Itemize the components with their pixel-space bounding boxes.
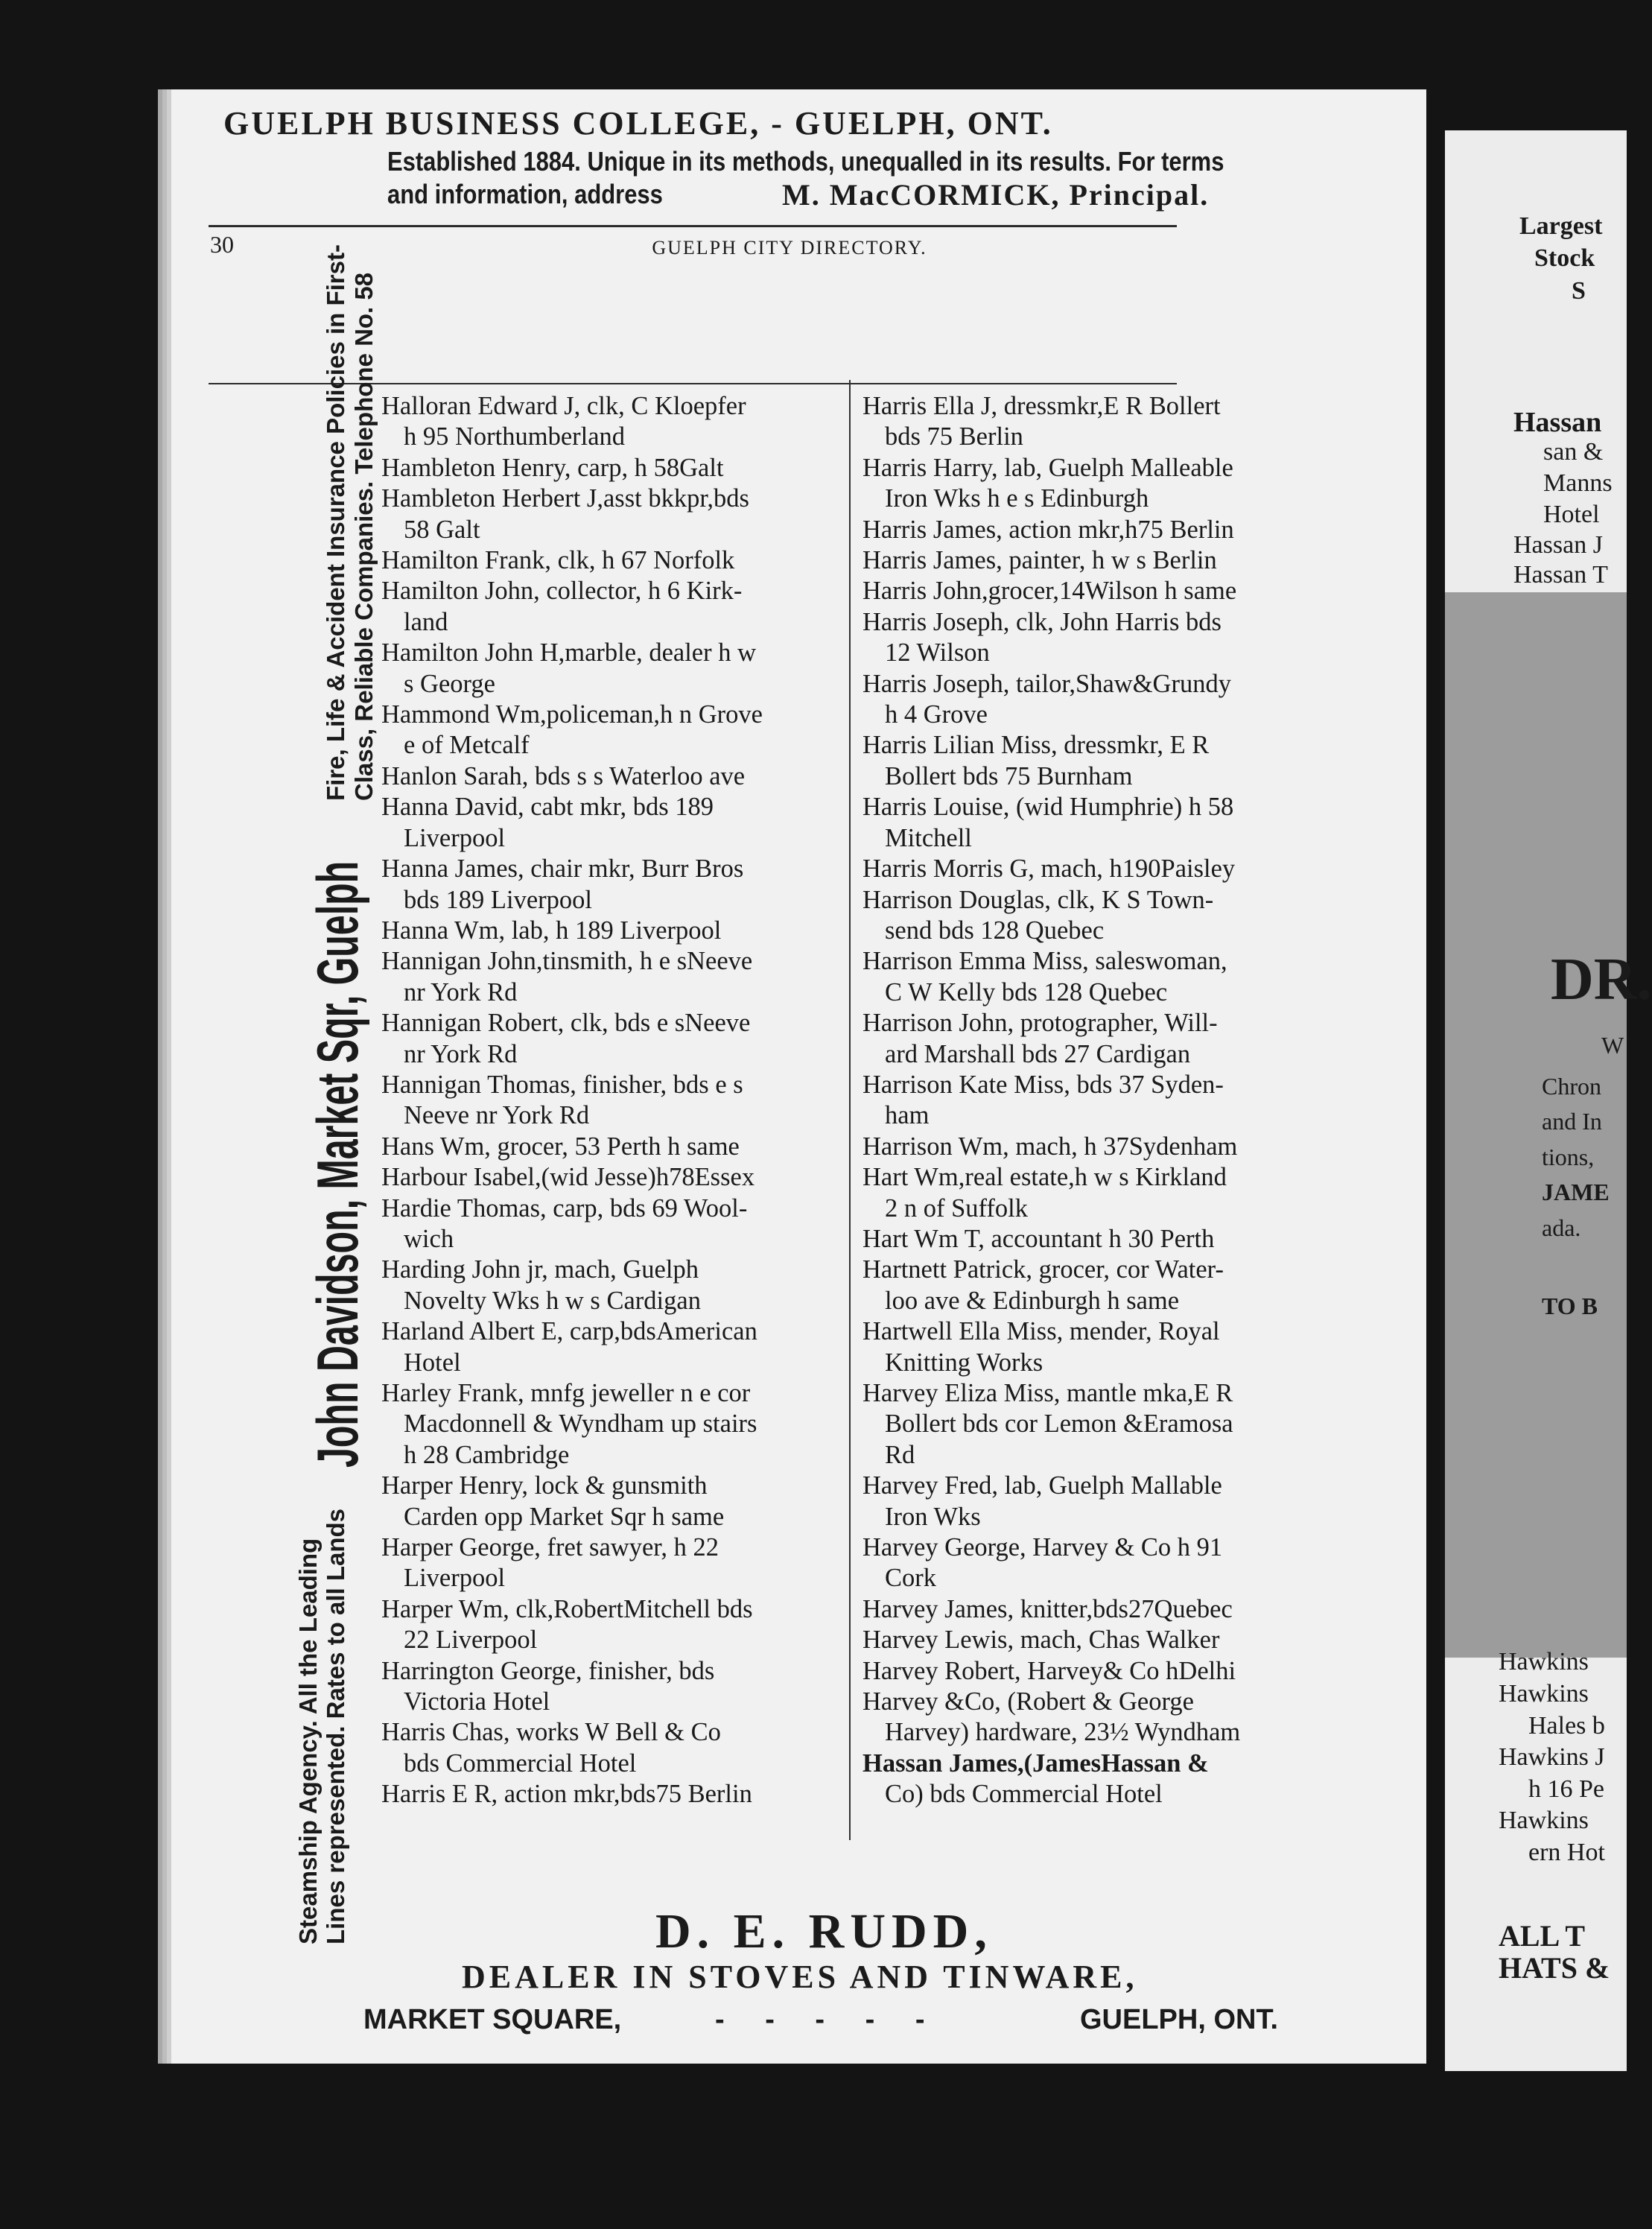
directory-entry [381, 545, 843, 576]
entry-continuation-line: loo ave & Edinburgh h same [885, 1286, 1180, 1315]
entry-name-line: Hanna David, cabt mkr, bds 189 [381, 793, 714, 822]
entry-continuation-line: s George [404, 669, 495, 698]
directory-entry [381, 1316, 843, 1378]
gray-ad-line: ada. [1542, 1214, 1581, 1241]
directory-entry [381, 916, 843, 946]
entry-name-line: Harper Henry, lock & gunsmith [381, 1471, 708, 1500]
entry-name-line: Hassan James,(JamesHassan & [862, 1748, 1209, 1778]
entry-continuation-line: Co) bds Commercial Hotel [885, 1780, 1163, 1809]
directory-entry [862, 1008, 1339, 1070]
directory-entry [862, 1316, 1339, 1378]
directory-entry [381, 1070, 843, 1132]
entry-name-line: Harris Louise, (wid Humphrie) h 58 [862, 793, 1234, 822]
directory-entry [862, 1594, 1339, 1625]
margin-ad-line2: Lines represented. Rates to all Lands [322, 1508, 349, 1944]
entry-continuation-line: Rd [885, 1440, 915, 1469]
directory-entry [862, 854, 1339, 884]
entry-name-line: Harrison Kate Miss, bds 37 Syden- [862, 1070, 1224, 1099]
entry-name-line: Harrison Wm, mach, h 37Sydenham [862, 1132, 1238, 1161]
directory-entry [381, 576, 843, 638]
entry-name-line: Hanna Wm, lab, h 189 Liverpool [381, 916, 722, 945]
directory-entry [862, 730, 1339, 792]
right-page-bottom-line: HATS & [1499, 1951, 1610, 1985]
entry-name-line: Hanlon Sarah, bds s s Waterloo ave [381, 761, 746, 790]
directory-entry [381, 946, 843, 1008]
directory-column-left [381, 391, 843, 1810]
entry-name-line: Harper Wm, clk,RobertMitchell bds [381, 1594, 753, 1623]
header-ad-line2: and information, address [387, 179, 663, 209]
entry-continuation-line: h 95 Northumberland [404, 422, 626, 451]
entry-name-line: Harvey Robert, Harvey& Co hDelhi [862, 1656, 1236, 1685]
directory-entry [862, 1224, 1339, 1255]
entry-continuation-line: bds 75 Berlin [885, 422, 1023, 451]
entry-name-line: Hamilton John H,marble, dealer h w [381, 638, 756, 668]
entry-name-line: Hans Wm, grocer, 53 Perth h same [381, 1132, 740, 1161]
entry-name-line: Harris John,grocer,14Wilson h same [862, 577, 1237, 606]
entry-name-line: Harvey James, knitter,bds27Quebec [862, 1594, 1233, 1623]
entry-name-line: Harrington George, finisher, bds [381, 1656, 715, 1685]
entry-name-line: Harley Frank, mnfg jeweller n e cor [381, 1379, 751, 1407]
directory-column-right [862, 391, 1339, 1810]
right-page-entry: ern Hot [1528, 1839, 1605, 1866]
entry-continuation-line: e of Metcalf [404, 731, 530, 760]
right-page-entry: h 16 Pe [1528, 1775, 1604, 1803]
entry-name-line: Hannigan Robert, clk, bds e sNeeve [381, 1009, 751, 1038]
entry-continuation-line: bds 189 Liverpool [404, 885, 592, 914]
entry-continuation-line: Knitting Works [885, 1348, 1043, 1377]
directory-entry [381, 1532, 843, 1594]
entry-continuation-line: Novelty Wks h w s Cardigan [404, 1286, 701, 1315]
entry-continuation-line: Bollert bds cor Lemon &Eramosa [885, 1410, 1233, 1439]
footer-ad-left: MARKET SQUARE, [363, 2004, 622, 2035]
directory-entry [862, 607, 1339, 669]
entry-continuation-line: land [404, 607, 448, 636]
footer-ad-dashes: - - - - - [715, 2004, 925, 2035]
directory-entry [381, 1132, 843, 1162]
entry-continuation-line: 2 n of Suffolk [885, 1193, 1028, 1223]
entry-name-line: Harrison John, protographer, Will- [862, 1009, 1218, 1038]
entry-name-line: Hamilton John, collector, h 6 Kirk- [381, 577, 743, 606]
entry-name-line: Harvey George, Harvey & Co h 91 [862, 1533, 1223, 1562]
directory-entry [862, 391, 1339, 453]
directory-entry [862, 1471, 1339, 1532]
entry-name-line: Harland Albert E, carp,bdsAmerican [381, 1317, 757, 1346]
gray-ad-line: W [1601, 1032, 1624, 1059]
entry-name-line: Harris James, painter, h w s Berlin [862, 546, 1217, 575]
entry-continuation-line: h 28 Cambridge [404, 1440, 570, 1469]
entry-continuation-line: Victoria Hotel [404, 1687, 550, 1716]
entry-name-line: Hart Wm,real estate,h w s Kirkland [862, 1163, 1227, 1192]
gray-ad-line: tions, [1542, 1144, 1595, 1170]
right-page-entry: Hawkins J [1499, 1743, 1605, 1771]
directory-entry [381, 483, 843, 545]
gray-ad-line: Chron [1542, 1073, 1601, 1100]
entry-continuation-line: ham [885, 1101, 930, 1130]
directory-entry [381, 1471, 843, 1532]
entry-name-line: Hanna James, chair mkr, Burr Bros [381, 854, 744, 884]
entry-name-line: Hartwell Ella Miss, mender, Royal [862, 1317, 1220, 1346]
header-ad-principal: M. MacCORMICK, Principal. [782, 178, 1210, 212]
entry-continuation-line: nr York Rd [404, 1039, 518, 1068]
directory-entry [381, 700, 843, 761]
right-page-entry: Hassan T [1513, 561, 1608, 589]
entry-continuation-line: send bds 128 Quebec [885, 916, 1105, 945]
right-page-entry: Hawkins [1499, 1648, 1589, 1675]
directory-entry [862, 1162, 1339, 1224]
entry-continuation-line: ard Marshall bds 27 Cardigan [885, 1039, 1191, 1068]
margin-ad-big: John Davidson, Market Sqr, Guelph [305, 860, 370, 1468]
entry-continuation-line: Bollert bds 75 Burnham [885, 761, 1133, 790]
gray-ad-line: JAME [1542, 1179, 1610, 1205]
directory-entry [381, 1162, 843, 1193]
header-rule-top [209, 225, 1177, 227]
entry-name-line: Hannigan Thomas, finisher, bds e s [381, 1070, 743, 1099]
entry-name-line: Harvey Eliza Miss, mantle mka,E R [862, 1379, 1233, 1407]
entry-name-line: Hannigan John,tinsmith, h e sNeeve [381, 947, 753, 976]
page-number: 30 [210, 231, 234, 258]
directory-entry [862, 1532, 1339, 1594]
right-page-top-line: Stock [1534, 244, 1595, 272]
directory-entry [381, 1193, 843, 1255]
directory-entry [381, 1779, 843, 1810]
entry-name-line: Harbour Isabel,(wid Jesse)h78Essex [381, 1163, 755, 1192]
entry-name-line: Harrison Emma Miss, saleswoman, [862, 947, 1227, 976]
right-page-top-line: Largest [1519, 212, 1603, 240]
entry-name-line: Halloran Edward J, clk, C Kloepfer [381, 392, 746, 420]
directory-entry [862, 1378, 1339, 1471]
entry-continuation-line: h 4 Grove [885, 700, 988, 729]
entry-name-line: Harrison Douglas, clk, K S Town- [862, 885, 1214, 914]
directory-entry [862, 1070, 1339, 1132]
directory-entry [381, 1008, 843, 1070]
margin-ad-line1: Steamship Agency. All the Leading [294, 1538, 322, 1944]
right-page-entry: Hales b [1528, 1712, 1605, 1740]
entry-name-line: Hardie Thomas, carp, bds 69 Wool- [381, 1193, 748, 1223]
entry-continuation-line: 58 Galt [404, 515, 480, 544]
right-page-entry: Hotel [1543, 501, 1600, 528]
entry-continuation-line: Iron Wks h e s Edinburgh [885, 484, 1149, 513]
entry-name-line: Hammond Wm,policeman,h n Grove [381, 700, 763, 729]
directory-entry [381, 1717, 843, 1779]
entry-continuation-line: bds Commercial Hotel [404, 1748, 637, 1778]
entry-continuation-line: 12 Wilson [885, 638, 990, 668]
directory-entry [862, 885, 1339, 947]
directory-entry [381, 638, 843, 700]
directory-entry [381, 854, 843, 916]
directory-entry [862, 1748, 1339, 1810]
directory-entry [381, 453, 843, 483]
gray-ad-line: DR. [1551, 947, 1652, 1012]
entry-continuation-line: Mitchell [885, 823, 972, 852]
entry-name-line: Harvey Lewis, mach, Chas Walker [862, 1626, 1220, 1655]
entry-continuation-line: Macdonnell & Wyndham up stairs [404, 1410, 757, 1439]
footer-ad-line1: DEALER IN STOVES AND TINWARE, [462, 1959, 1138, 1995]
entry-continuation-line: 22 Liverpool [404, 1626, 538, 1655]
directory-entry [862, 453, 1339, 515]
entry-name-line: Harris Morris G, mach, h190Paisley [862, 854, 1236, 884]
entry-continuation-line: Harvey) hardware, 23½ Wyndham [885, 1718, 1241, 1747]
right-page-entry: Manns [1543, 469, 1613, 497]
entry-continuation-line: Cork [885, 1564, 936, 1593]
right-page-top-line: S [1572, 277, 1586, 305]
directory-entry [862, 1255, 1339, 1316]
entry-continuation-line: Hotel [404, 1348, 461, 1377]
entry-name-line: Harris Joseph, tailor,Shaw&Grundy [862, 669, 1231, 698]
footer-ad-name: D. E. RUDD, [655, 1904, 993, 1959]
directory-entry [862, 515, 1339, 545]
entry-name-line: Hamilton Frank, clk, h 67 Norfolk [381, 546, 735, 575]
directory-entry [381, 761, 843, 792]
entry-continuation-line: nr York Rd [404, 977, 518, 1006]
entry-name-line: Harvey Fred, lab, Guelph Mallable [862, 1471, 1222, 1500]
directory-entry [381, 391, 843, 453]
directory-entry [381, 792, 843, 854]
gray-ad-line: and In [1542, 1108, 1602, 1135]
entry-name-line: Harper George, fret sawyer, h 22 [381, 1533, 719, 1562]
entry-continuation-line: Carden opp Market Sqr h same [404, 1502, 725, 1531]
entry-name-line: Harding John jr, mach, Guelph [381, 1255, 699, 1284]
entry-continuation-line: C W Kelly bds 128 Quebec [885, 977, 1168, 1006]
entry-name-line: Harris Chas, works W Bell & Co [381, 1718, 721, 1747]
right-page-entry: Hassan [1513, 407, 1602, 438]
entry-continuation-line: Liverpool [404, 1564, 506, 1593]
right-page-bottom-line: ALL T [1499, 1919, 1585, 1953]
directory-entry [862, 669, 1339, 731]
right-page-entry: Hawkins [1499, 1680, 1589, 1708]
directory-entry [862, 946, 1339, 1008]
entry-continuation-line: Neeve nr York Rd [404, 1101, 590, 1130]
right-page-entry: Hassan J [1513, 531, 1603, 559]
directory-entry [381, 1378, 843, 1471]
column-separator [849, 380, 851, 1840]
entry-name-line: Hart Wm T, accountant h 30 Perth [862, 1224, 1215, 1253]
right-page-entry: Hawkins [1499, 1807, 1589, 1834]
footer-ad-right: GUELPH, ONT. [1080, 2004, 1279, 2035]
entry-continuation-line: Liverpool [404, 823, 506, 852]
entry-continuation-line: wich [404, 1224, 454, 1253]
entry-name-line: Harris E R, action mkr,bds75 Berlin [381, 1780, 752, 1809]
directory-entry [381, 1255, 843, 1316]
margin-ad-line4: Class, Reliable Companies. Telephone No. 58 [350, 272, 378, 801]
entry-name-line: Harris Joseph, clk, John Harris bds [862, 607, 1221, 636]
gray-ad-line: TO B [1542, 1293, 1598, 1319]
directory-entry [381, 1656, 843, 1718]
entry-name-line: Harris Lilian Miss, dressmkr, E R [862, 731, 1210, 760]
directory-entry [862, 1687, 1339, 1748]
directory-entry [862, 576, 1339, 606]
entry-name-line: Harris Harry, lab, Guelph Malleable [862, 453, 1233, 482]
directory-entry [862, 1132, 1339, 1162]
header-ad-title: GUELPH BUSINESS COLLEGE, - GUELPH, ONT. [223, 105, 1053, 142]
entry-name-line: Harvey &Co, (Robert & George [862, 1687, 1194, 1716]
entry-continuation-line: Iron Wks [885, 1502, 981, 1531]
directory-entry [862, 1625, 1339, 1655]
margin-ad-line3: Fire, Life & Accident Insurance Policies in First- [322, 244, 349, 801]
entry-name-line: Hartnett Patrick, grocer, cor Water- [862, 1255, 1224, 1284]
header-ad-line1: Established 1884. Unique in its methods, unequalled in its results. For terms [387, 146, 1224, 177]
entry-name-line: Hambleton Herbert J,asst bkkpr,bds [381, 484, 749, 513]
running-head: GUELPH CITY DIRECTORY. [652, 237, 927, 259]
directory-entry [862, 545, 1339, 576]
directory-entry [381, 1594, 843, 1656]
entry-name-line: Hambleton Henry, carp, h 58Galt [381, 453, 724, 482]
right-page-entry: san & [1543, 438, 1604, 466]
directory-entry [862, 792, 1339, 854]
entry-name-line: Harris Ella J, dressmkr,E R Bollert [862, 392, 1221, 420]
directory-entry [862, 1656, 1339, 1687]
entry-name-line: Harris James, action mkr,h75 Berlin [862, 515, 1234, 544]
